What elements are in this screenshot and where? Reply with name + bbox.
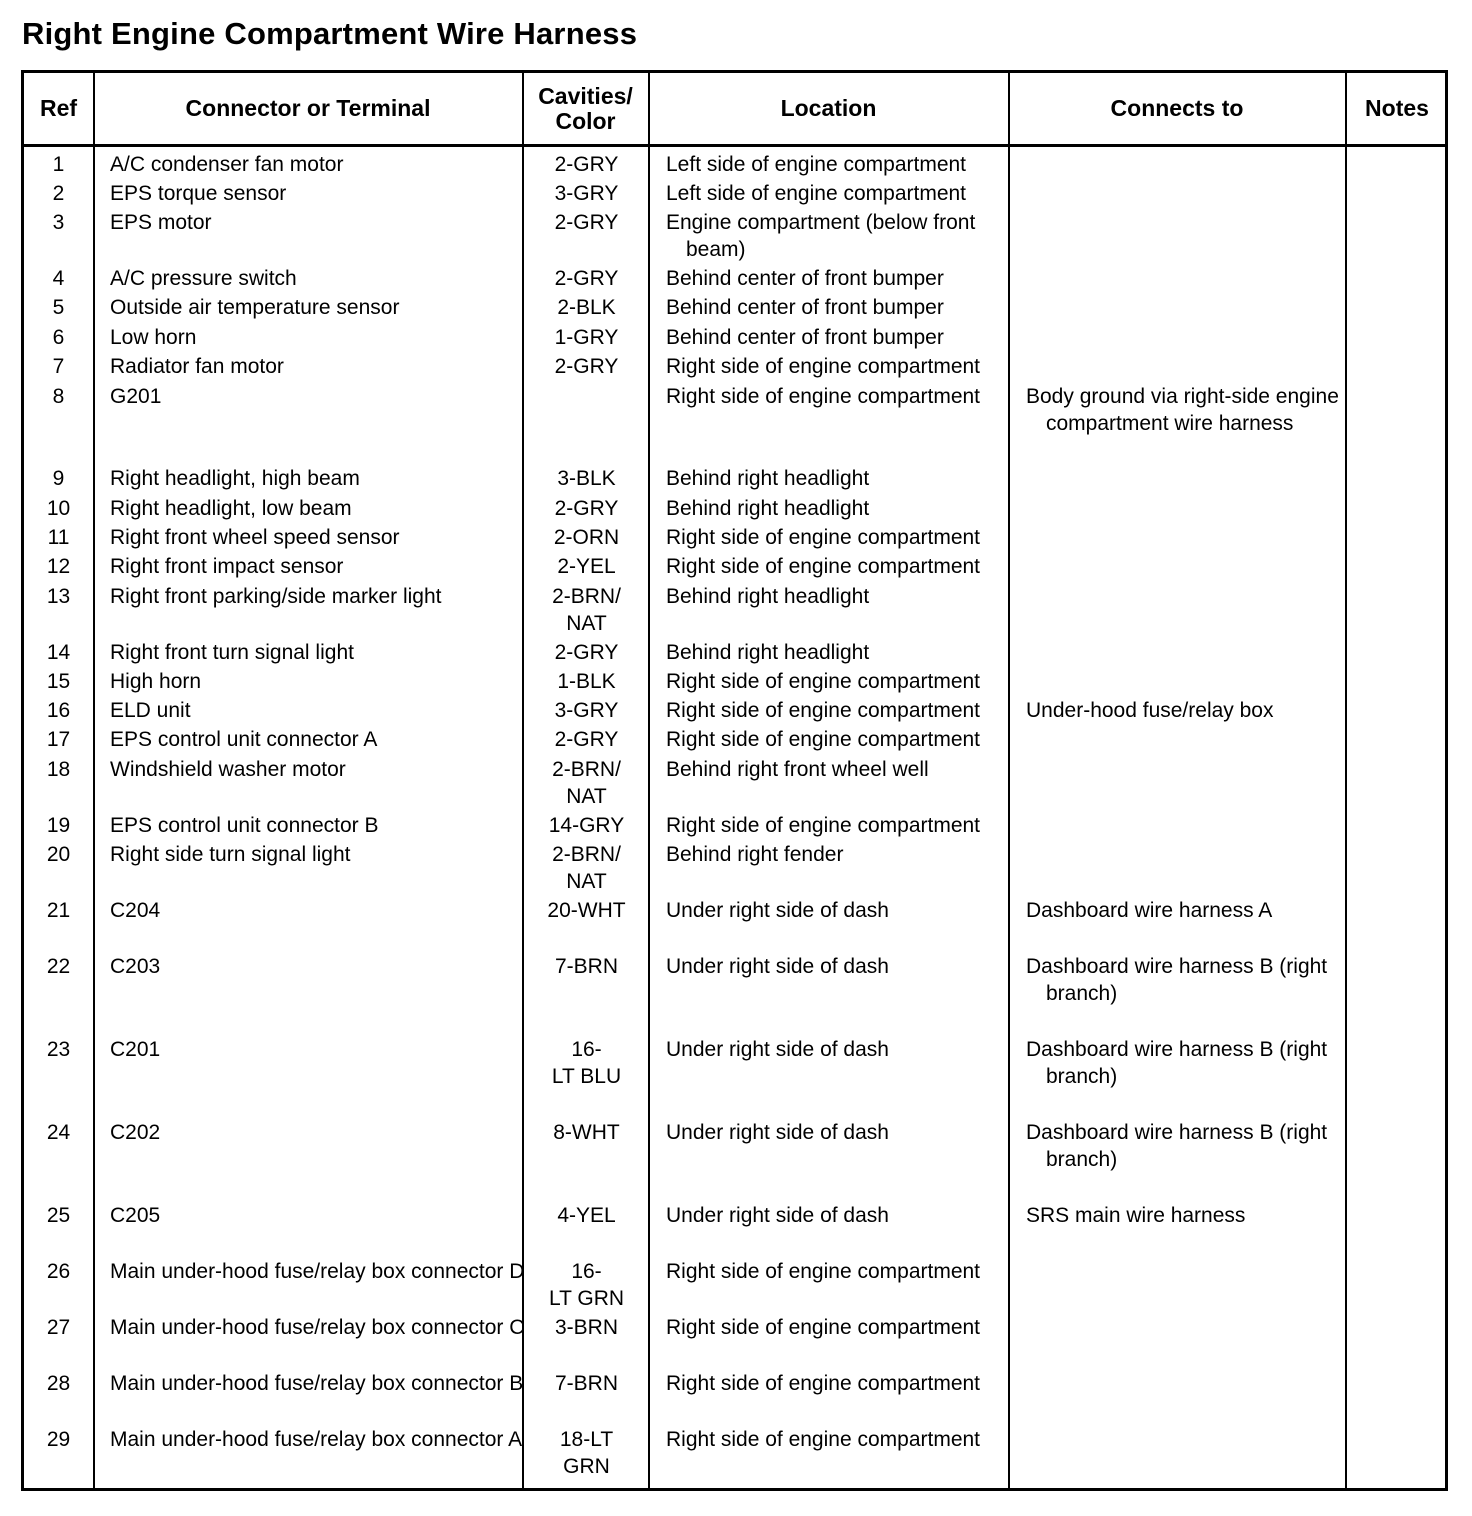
location-cell: Engine compartment (below front beam) [666,211,976,261]
connects-to-cell: Dashboard wire harness B (right branch) [1026,1038,1328,1088]
header-notes: Notes [1365,95,1429,121]
connector-cell: Right front wheel speed sensor [110,526,400,549]
connects-to-cell: Body ground via right-side engine compartment wire harness [1026,385,1339,435]
location-cell: Under right side of dash [666,899,889,922]
ref-cell: 6 [52,326,65,349]
location-cell: Behind right front wheel well [666,758,929,781]
location-cell: Left side of engine compartment [666,182,967,205]
header-location: Location [780,95,877,121]
connector-cell: Right front turn signal light [110,641,354,664]
ref-cell: 29 [46,1428,71,1451]
location-cell: Under right side of dash [666,1204,889,1227]
ref-cell: 10 [46,497,71,520]
ref-cell: 2 [52,182,65,205]
location-cell: Behind center of front bumper [666,267,944,290]
location-cell: Behind center of front bumper [666,296,944,319]
ref-cell: 20 [46,843,71,866]
cavities-cell: 16- LT BLU [551,1038,622,1088]
cavities-cell: 16- LT GRN [548,1260,625,1310]
table-header [24,73,1445,144]
cavities-cell: 2-BLK [557,296,616,319]
location-cell: Right side of engine compartment [666,814,981,837]
connector-cell: Main under-hood fuse/relay box connector A [110,1428,523,1451]
cavities-cell: 7-BRN [554,955,618,978]
connects-to-cell: Dashboard wire harness B (right branch) [1026,1121,1328,1171]
connects-to-cell: SRS main wire harness [1026,1204,1246,1227]
ref-cell: 7 [52,355,65,378]
cavities-cell: 2-BRN/ NAT [552,585,621,635]
location-cell: Right side of engine compartment [666,1316,981,1339]
header-cavities: Cavities/ Color [538,82,633,134]
location-cell: Behind right headlight [666,467,870,490]
header-ref: Ref [39,95,78,121]
cavities-cell: 3-BLK [557,467,616,490]
connector-cell: Right front impact sensor [110,555,344,578]
connector-cell: Low horn [110,326,197,349]
ref-cell: 8 [52,385,65,408]
cavities-cell: 2-ORN [553,526,620,549]
cavities-cell: 20-WHT [547,899,626,922]
location-cell: Behind center of front bumper [666,326,944,349]
cavities-cell: 4-YEL [557,1204,616,1227]
page-title: Right Engine Compartment Wire Harness [22,16,638,51]
ref-cell: 5 [52,296,65,319]
connector-cell: C201 [110,1038,161,1061]
ref-cell: 9 [52,467,65,490]
ref-cell: 11 [47,526,70,549]
location-cell: Under right side of dash [666,955,889,978]
connector-cell: EPS control unit connector A [110,728,378,751]
header-divider [24,144,1445,147]
cavities-cell: 2-GRY [554,153,619,176]
cavities-cell: 2-GRY [554,267,619,290]
cavities-cell: 2-BRN/ NAT [552,843,621,893]
location-cell: Under right side of dash [666,1121,889,1144]
connects-to-cell: Under-hood fuse/relay box [1026,699,1274,722]
cavities-cell: 1-BLK [557,670,616,693]
ref-cell: 12 [46,555,71,578]
connector-cell: EPS control unit connector B [110,814,379,837]
location-cell: Right side of engine compartment [666,526,981,549]
connector-cell: Right headlight, high beam [110,467,360,490]
cavities-cell: 2-GRY [554,355,619,378]
ref-cell: 4 [52,267,65,290]
ref-cell: 24 [46,1121,71,1144]
connector-cell: Right front parking/side marker light [110,585,442,608]
cavities-cell: 7-BRN [554,1372,618,1395]
ref-cell: 16 [46,699,71,722]
cavities-cell: 2-GRY [554,497,619,520]
location-cell: Right side of engine compartment [666,355,981,378]
connector-cell: C205 [110,1204,161,1227]
ref-cell: 3 [52,211,65,234]
connects-to-cell: Dashboard wire harness B (right branch) [1026,955,1328,1005]
cavities-cell: 2-GRY [554,641,619,664]
location-cell: Right side of engine compartment [666,385,981,408]
cavities-cell: 14-GRY [548,814,625,837]
ref-cell: 17 [46,728,71,751]
location-cell: Right side of engine compartment [666,1428,981,1451]
ref-cell: 13 [46,585,71,608]
cavities-cell: 18-LT GRN [559,1428,614,1478]
ref-cell: 25 [46,1204,71,1227]
connector-cell: Windshield washer motor [110,758,346,781]
location-cell: Left side of engine compartment [666,153,967,176]
location-cell: Behind right headlight [666,585,870,608]
connector-cell: High horn [110,670,202,693]
cavities-cell: 2-BRN/ NAT [552,758,621,808]
cavities-cell: 3-BRN [554,1316,618,1339]
connector-cell: Right side turn signal light [110,843,351,866]
location-cell: Behind right headlight [666,497,870,520]
cavities-cell: 2-GRY [554,211,619,234]
ref-cell: 14 [46,641,71,664]
connector-cell: C202 [110,1121,161,1144]
connector-cell: Main under-hood fuse/relay box connector D [110,1260,525,1283]
ref-cell: 18 [46,758,71,781]
connector-cell: C203 [110,955,161,978]
location-cell: Right side of engine compartment [666,1372,981,1395]
location-cell: Right side of engine compartment [666,670,981,693]
connector-cell: C204 [110,899,161,922]
location-cell: Right side of engine compartment [666,555,981,578]
cavities-cell: 3-GRY [554,182,619,205]
ref-cell: 28 [46,1372,71,1395]
location-cell: Right side of engine compartment [666,728,981,751]
cavities-cell: 3-GRY [554,699,619,722]
connector-cell: ELD unit [110,699,191,722]
header-connects-to: Connects to [1110,95,1244,121]
connector-cell: Right headlight, low beam [110,497,352,520]
connector-cell: Main under-hood fuse/relay box connector B [110,1372,524,1395]
cavities-cell: 2-YEL [557,555,616,578]
connector-cell: Main under-hood fuse/relay box connector C [110,1316,525,1339]
ref-cell: 26 [46,1260,71,1283]
location-cell: Right side of engine compartment [666,699,981,722]
location-cell: Behind right fender [666,843,844,866]
ref-cell: 19 [46,814,71,837]
ref-cell: 27 [46,1316,71,1339]
ref-cell: 1 [52,153,65,176]
ref-cell: 21 [46,899,71,922]
connector-cell: EPS torque sensor [110,182,287,205]
ref-cell: 22 [46,955,71,978]
header-connector: Connector or Terminal [185,95,431,121]
connector-cell: A/C condenser fan motor [110,153,344,176]
ref-cell: 23 [46,1038,71,1061]
column-divider [1345,73,1347,1488]
harness-table [21,70,1448,1491]
connector-cell: Radiator fan motor [110,355,284,378]
connector-cell: EPS motor [110,211,212,234]
location-cell: Behind right headlight [666,641,870,664]
connector-cell: A/C pressure switch [110,267,297,290]
location-cell: Under right side of dash [666,1038,889,1061]
location-cell: Right side of engine compartment [666,1260,981,1283]
column-divider [93,73,95,1488]
connector-cell: G201 [110,385,162,408]
connector-cell: Outside air temperature sensor [110,296,400,319]
cavities-cell: 8-WHT [553,1121,620,1144]
cavities-cell: 1-GRY [554,326,619,349]
connects-to-cell: Dashboard wire harness A [1026,899,1273,922]
ref-cell: 15 [46,670,71,693]
cavities-cell: 2-GRY [554,728,619,751]
